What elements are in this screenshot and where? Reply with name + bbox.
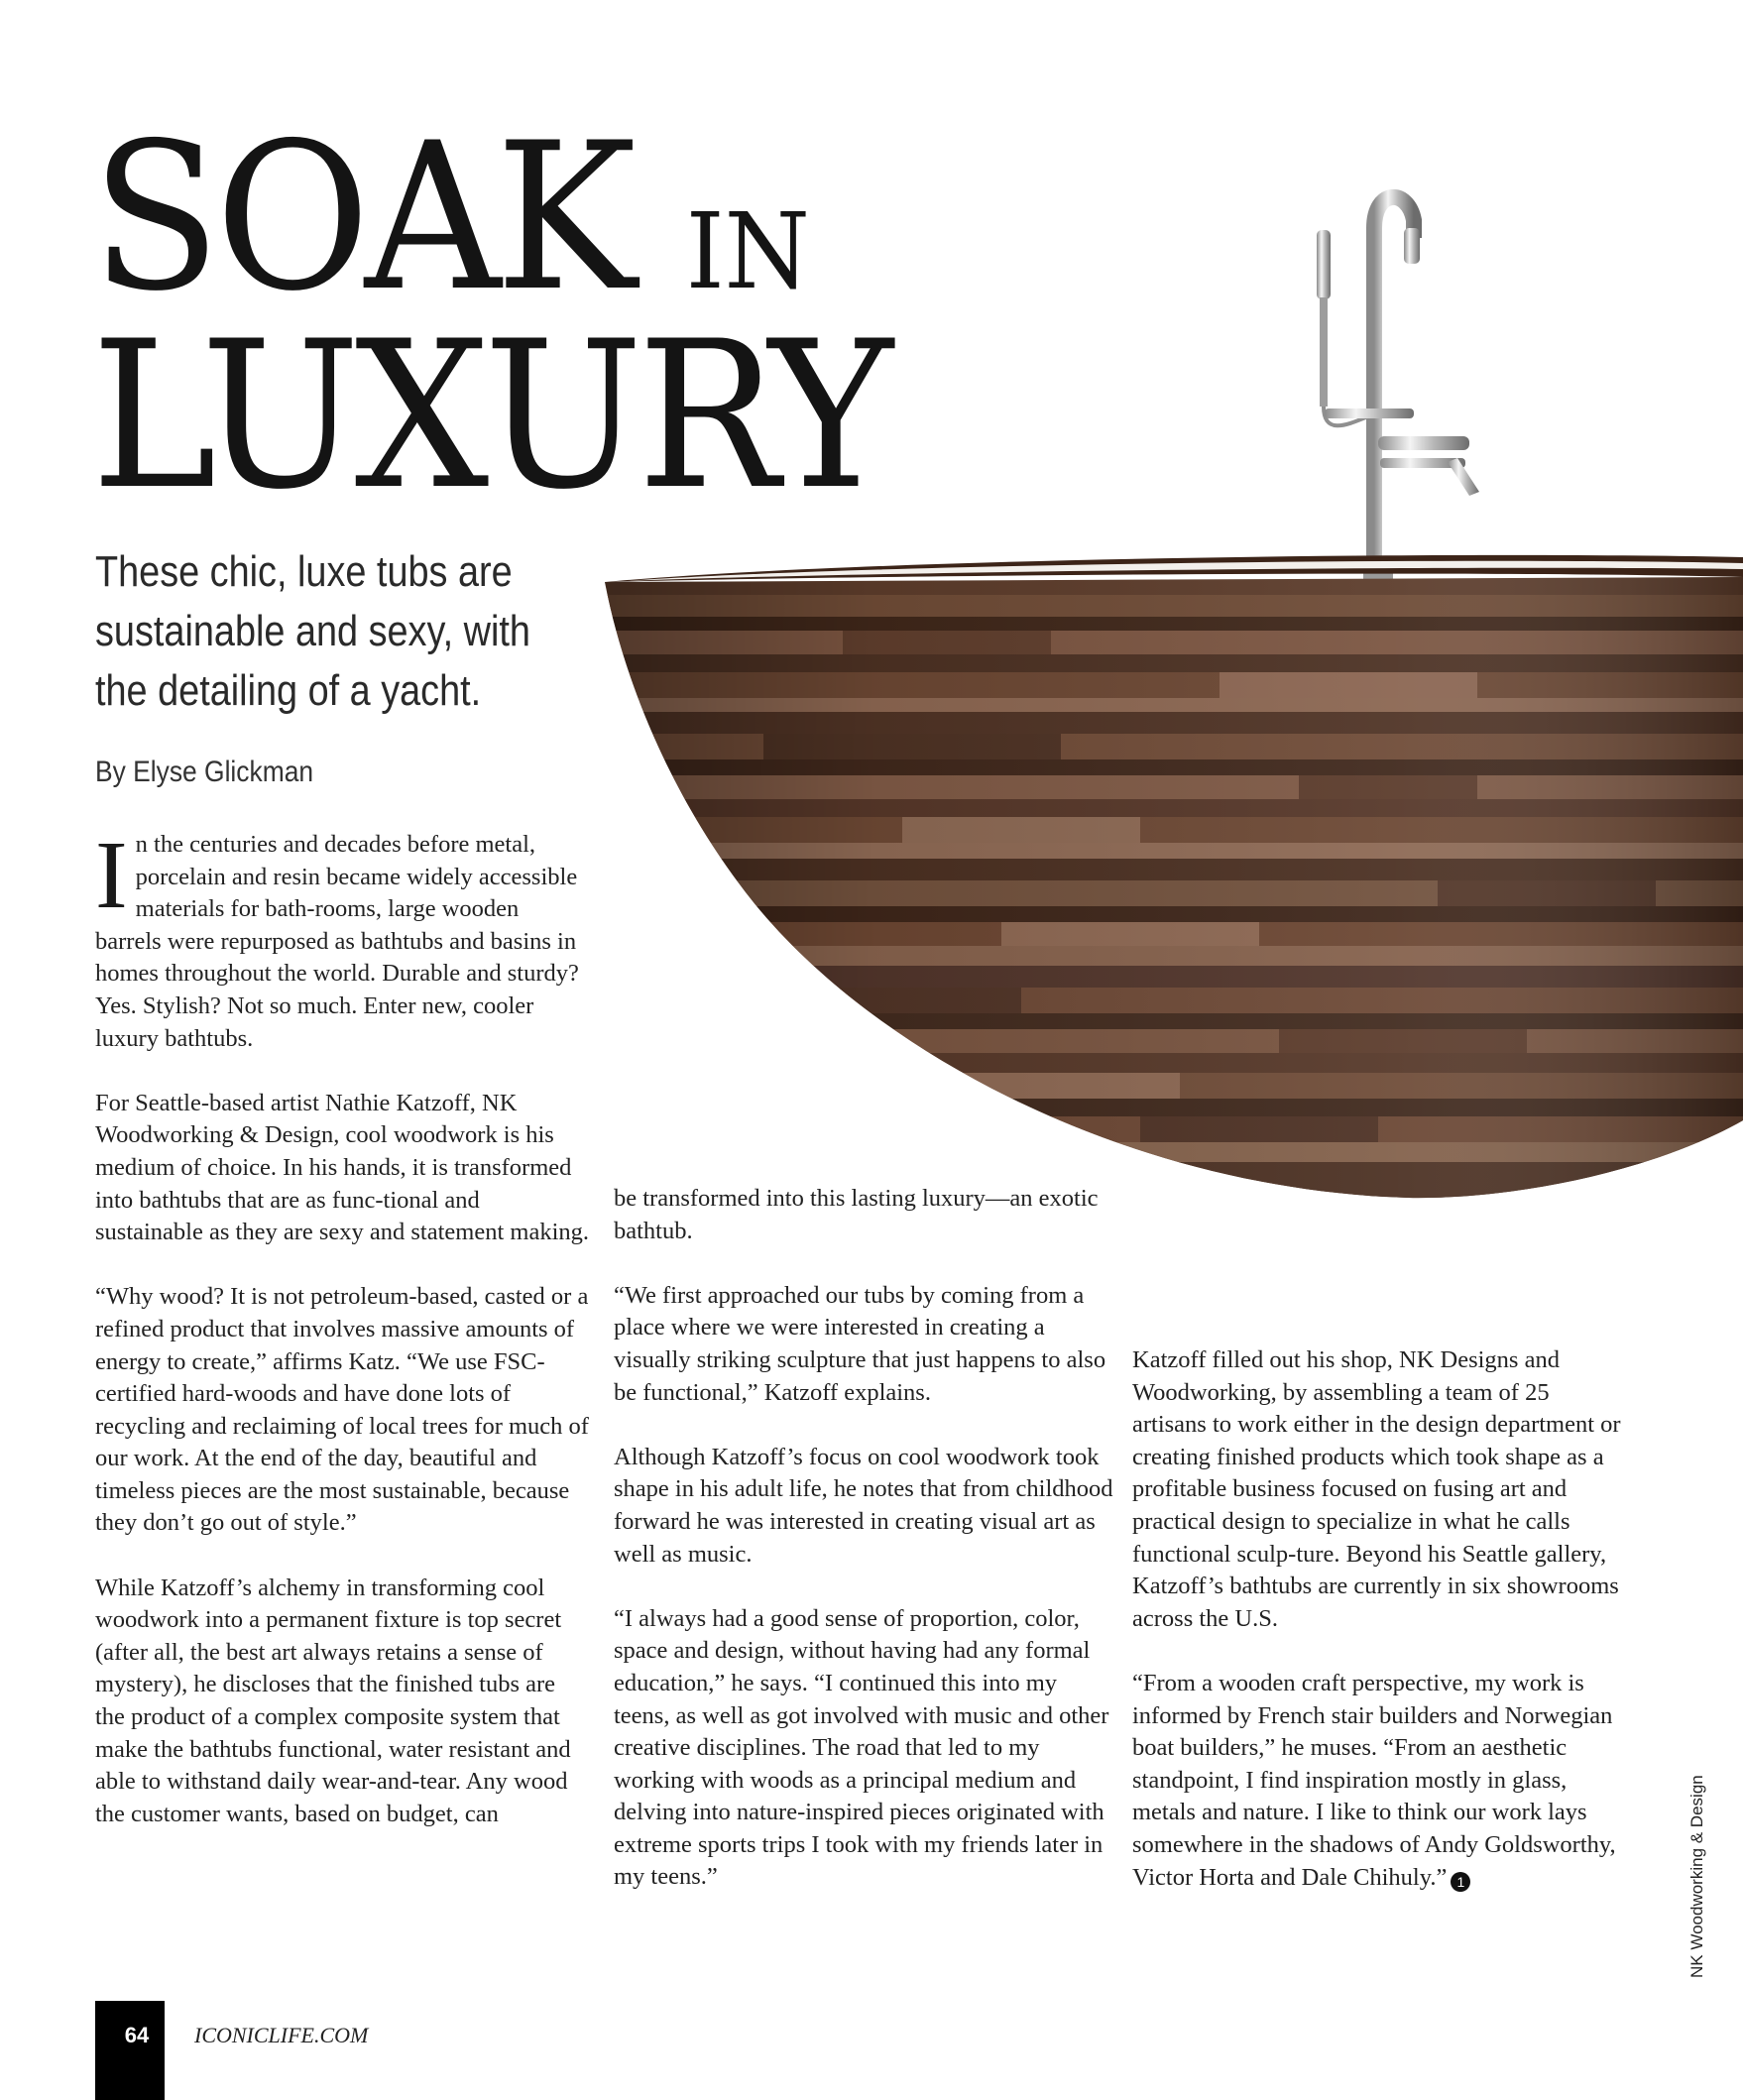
paragraph: For Seattle-based artist Nathie Katzoff, NK Woodworking & Design, cool woodwork is his medium of choice. In his hands, it is transformed into bathtubs that are as func-tional and sustainable as they are sexy and statement making. (95, 1089, 590, 1246)
article-deck: These chic, luxe tubs are sustainable and sexy, with the detailing of a yacht. (95, 547, 530, 715)
title-luxury: LUXURY (91, 298, 888, 534)
paragraph: Katzoff filled out his shop, NK Designs and Woodworking, by assembling a team of 25 artisans to work either in the design department or creating finished products which took shape as a profitable business focused on fusing art and practical design to specialize in what he calls functional sculp-ture. Beyond his Seattle gallery, Katzoff’s bathtubs are currently in six showrooms across the U.S. (1132, 1346, 1621, 1632)
title-soak: SOAK (91, 100, 632, 336)
page-number: 64 (124, 2023, 150, 2047)
article-column-3 (1132, 1344, 1628, 1926)
paragraph: “We first approached our tubs by coming from a place where we were interested in creating a visually striking sculpture that just happens to also be functional,” Katzoff explains. (614, 1281, 1106, 1406)
paragraph-text: “From a wooden craft perspective, my work is informed by French stair builders and Norwegian boat builders,” he muses. “From an aesthetic standpoint, I find inspiration mostly in glass, metals and nature. I like to think our work lays somewhere in the shadows of Andy Goldsworthy, Victor Horta and Dale Chihuly.” (1132, 1669, 1616, 1891)
end-mark-icon: 1 (1451, 1872, 1470, 1892)
paragraph-text: n the centuries and decades before metal, porcelain and resin became widely accessible materials for bath-rooms, large wooden barrels were repurposed as bathtubs and basins in homes throughout the world. Durable and sturdy? Yes. Stylish? Not so much. Enter new, cooler luxury bathtubs. (95, 831, 579, 1052)
site-url: ICONICLIFE.COM (194, 2023, 369, 2047)
paragraph: “I always had a good sense of proportion, color, space and design, without having had any formal education,” he says. “I continued this into my teens, as well as got involved with music and other creative disciplines. The road that led to my working with woods as a principal medium and delving into nature-inspired pieces originated with extreme sports trips I took with my friends later in my teens.” (614, 1604, 1109, 1891)
page-number-bar (95, 2001, 165, 2100)
wooden-tub (585, 555, 1743, 1259)
title-in: IN (685, 190, 810, 312)
paragraph: Although Katzoff’s focus on cool woodwork took shape in his adult life, he notes that from childhood forward he was interested in creating visual art as well as music. (614, 1443, 1113, 1568)
faucet (1317, 197, 1479, 583)
paragraph: While Katzoff’s alchemy in transforming cool woodwork into a permanent fixture is top secret (after all, the best art always retains a sense of mystery), he discloses that the finished tubs are the product of a complex composite system that make the bathtubs functional, water resistant and able to withstand daily wear-and-tear. Any wood the customer wants, based on budget, can (95, 1574, 571, 1827)
article-byline: By Elyse Glickman (95, 756, 314, 788)
article-column-1 (95, 822, 591, 1863)
paragraph: be transformed into this lasting luxury—an exotic bathtub. (614, 1185, 1099, 1244)
article-column-2 (614, 1183, 1114, 1926)
paragraph: “Why wood? It is not petroleum-based, casted or a refined product that involves massive amounts of energy to create,” affirms Katz. “We use FSC-certified hard-woods and have done lots of recycling and reclaiming of local trees for much of our work. At the end of the day, beautiful and timeless pieces are the most sustainable, because they don’t go out of style.” (95, 1283, 589, 1537)
drop-cap: I (95, 822, 128, 929)
paragraph (1132, 1668, 1628, 1894)
paragraph (95, 822, 591, 1055)
article-title (91, 100, 948, 534)
photo-credit: NK Woodworking & Design (1687, 1775, 1706, 1978)
